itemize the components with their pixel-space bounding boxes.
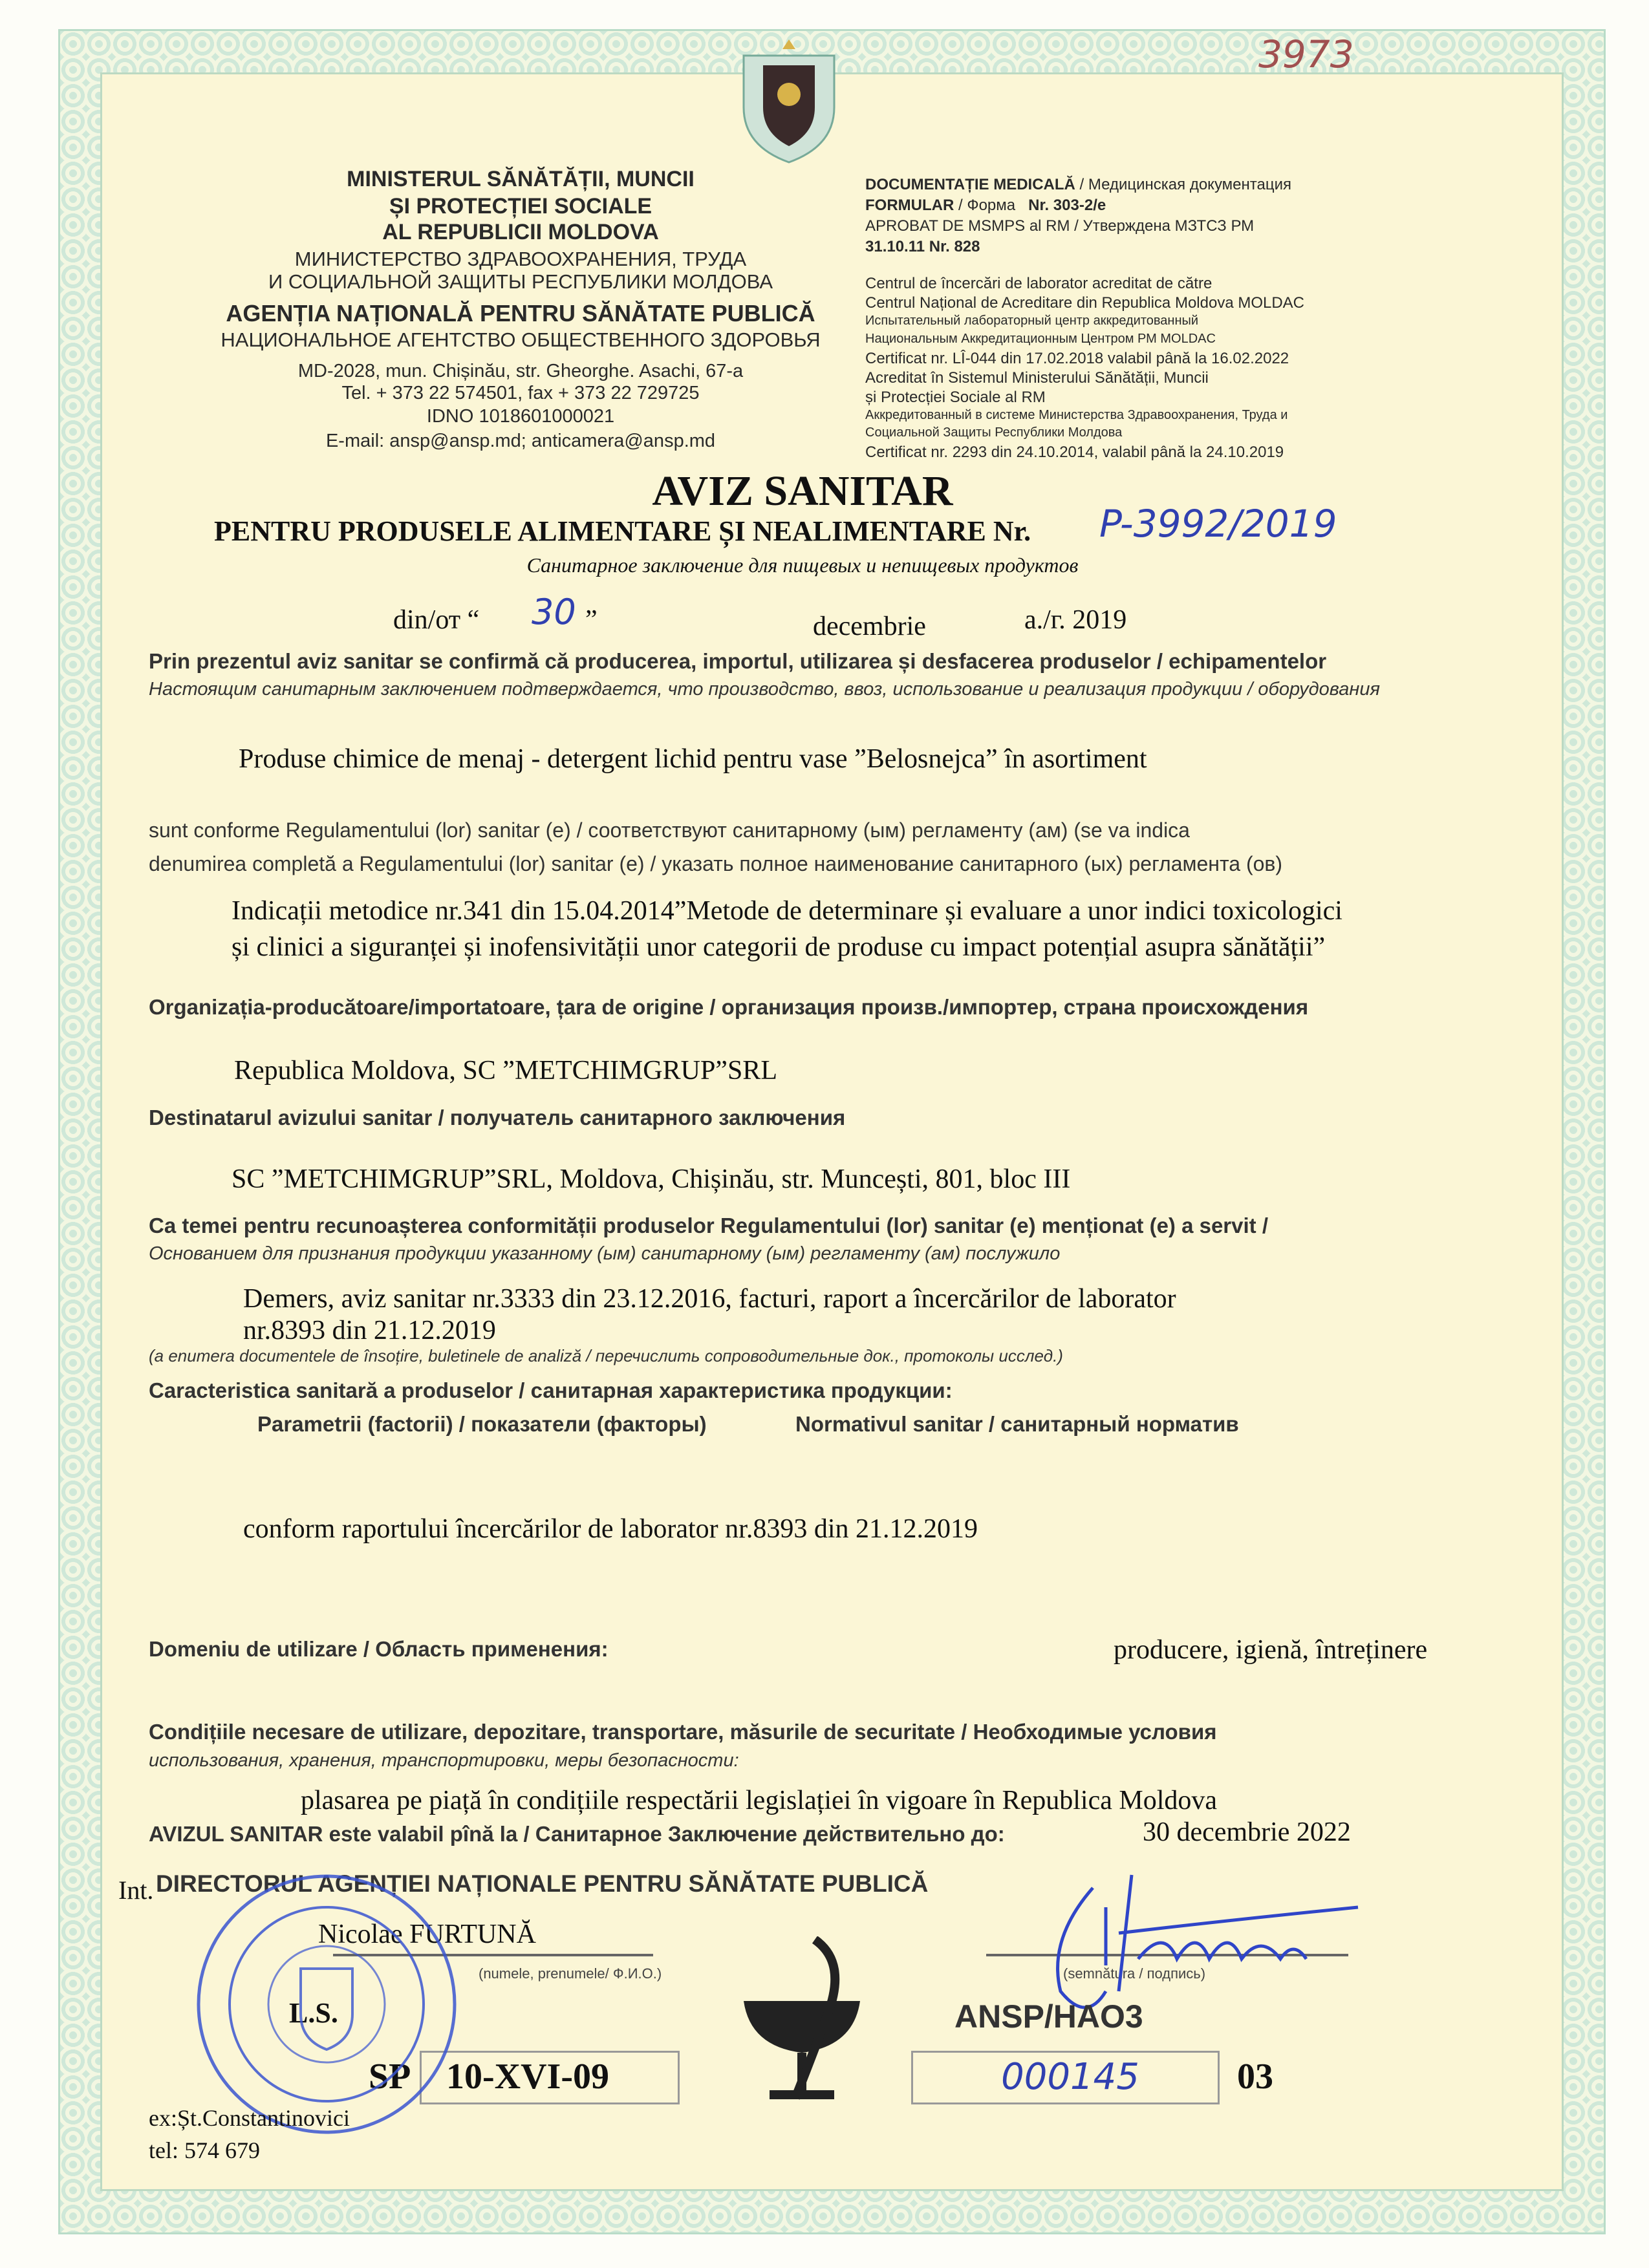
product-value: Produse chimice de menaj - detergent lichid pentru vase ”Belosnejca” în asortiment bbox=[239, 744, 1147, 774]
certificate-number: P-3992/2019 bbox=[1099, 502, 1337, 546]
idno: IDNO 1018601000021 bbox=[426, 406, 615, 427]
accreditation-line: Социальной Защиты Республики Молдова bbox=[865, 425, 1123, 440]
agency-name: AGENȚIA NAȚIONALĂ PENTRU SĂNĂTATE PUBLICĂ bbox=[226, 300, 815, 326]
date-close: ” bbox=[585, 605, 598, 635]
ministry-ru-1: МИНИСТЕРСТВО ЗДРАВООХРАНЕНИЯ, ТРУДА bbox=[294, 248, 747, 270]
ministry-line-1: MINISTERUL SĂNĂTĂȚII, MUNCII bbox=[347, 167, 695, 191]
coat-of-arms-icon bbox=[737, 36, 841, 166]
date-prefix: din/от “ bbox=[393, 605, 480, 635]
ministry-line-2: ȘI PROTECȚIEI SOCIALE bbox=[389, 194, 652, 219]
accreditation-line: Аккредитованный в системе Министерства Здравоохранения, Труда и bbox=[865, 408, 1288, 422]
conditions-label-2: использования, хранения, транспортировки, меры безопасности: bbox=[149, 1750, 739, 1771]
name-hint: (numele, prenumele/ Ф.И.О.) bbox=[479, 1965, 662, 1982]
ansp-code: ANSP/HAO3 bbox=[954, 1998, 1143, 2035]
approved: APROBAT DE MSMPS al RM / Утверждена МЗТСЗ РМ bbox=[865, 217, 1255, 235]
valid-value: 30 decembrie 2022 bbox=[1143, 1817, 1351, 1847]
form-nr: Nr. 303-2/e bbox=[1028, 197, 1106, 214]
domain-value: producere, igienă, întreținere bbox=[1114, 1635, 1428, 1665]
document-subtitle-ru: Санитарное заключение для пищевых и непищевых продуктов bbox=[526, 553, 1079, 577]
recipient-label: Destinatarul avizului sanitar / получатель санитарного заключения bbox=[149, 1106, 846, 1129]
producer-value: Republica Moldova, SC ”METCHIMGRUP”SRL bbox=[234, 1056, 777, 1086]
ministry-ru-2: И СОЦИАЛЬНОЙ ЗАЩИТЫ РЕСПУБЛИКИ МОЛДОВА bbox=[268, 270, 773, 293]
accreditation-line: Certificat nr. LÎ-044 din 17.02.2018 valabil până la 16.02.2022 bbox=[865, 350, 1289, 367]
accreditation-line: Certificat nr. 2293 din 24.10.2014, valabil până la 24.10.2019 bbox=[865, 444, 1284, 461]
conditions-value: plasarea pe piață în condițiile respectării legislației în vigoare în Republica Moldova bbox=[301, 1786, 1218, 1815]
recipient-value: SC ”METCHIMGRUP”SRL, Moldova, Chișinău, str. Muncești, 801, bloc III bbox=[232, 1164, 1071, 1194]
signature-hint: (semnătura / подпись) bbox=[1063, 1965, 1206, 1982]
executor-phone: tel: 574 679 bbox=[149, 2137, 260, 2163]
producer-label: Organizația-producătoare/importatoare, țara de origine / организация произв./импортер, страна происхождения bbox=[149, 995, 1309, 1019]
characteristic-label: Caracteristica sanitară a produselor / санитарная характеристика продукции: bbox=[149, 1378, 953, 1402]
bowl-of-hygieia-icon bbox=[737, 1936, 867, 2108]
valid-label: AVIZUL SANITAR este valabil pînă la / Санитарное Заключение действительно до: bbox=[149, 1822, 1005, 1846]
agency-name-ru: НАЦИОНАЛЬНОЕ АГЕНТСТВО ОБЩЕСТВЕННОГО ЗДОРОВЬЯ bbox=[221, 328, 821, 351]
int-label: Int. bbox=[118, 1876, 154, 1905]
basis-line-1: Demers, aviz sanitar nr.3333 din 23.12.2016, facturi, raport a încercărilor de laborator bbox=[243, 1284, 1176, 1314]
approved-nr: 31.10.11 Nr. 828 bbox=[865, 238, 980, 255]
form-label: FORMULAR bbox=[865, 197, 954, 214]
confirm-label: Prin prezentul aviz sanitar se confirmă că producerea, importul, utilizarea și desfacerea produselor / echipamentelor bbox=[149, 649, 1327, 673]
regulation-line-2: și clinici a siguranței și inofensivității unor categorii de produse cu impact potențial asupra sănătății” bbox=[232, 932, 1326, 962]
accreditation-line: Centrul de încercări de laborator acreditat de către bbox=[865, 275, 1212, 292]
accreditation-line: Испытательный лабораторный центр аккредитованный bbox=[865, 314, 1199, 328]
series-number: 10-XVI-09 bbox=[446, 2057, 609, 2097]
date-day: 30 bbox=[532, 592, 576, 632]
phone: Tel. + 373 22 574501, fax + 373 22 729725 bbox=[341, 383, 700, 403]
accreditation-line: Национальным Аккредитационным Центром РМ MOLDAC bbox=[865, 332, 1216, 346]
serial-number: 000145 bbox=[1001, 2056, 1139, 2098]
conform-label-1: sunt conforme Regulamentului (lor) sanitar (e) / соответствуют санитарному (ым) регламенту (ам) (se va indica bbox=[149, 818, 1190, 842]
ls-label: L.S. bbox=[289, 1997, 338, 2029]
date-month: decembrie bbox=[813, 612, 926, 641]
official-stamp-icon bbox=[194, 1872, 459, 2137]
conform-label-2: denumirea completă a Regulamentului (lor) sanitar (e) / указать полное наименование санитарного (ых) регламента (ов) bbox=[149, 852, 1283, 875]
confirm-label-ru: Настоящим санитарным заключением подтверждается, что производство, ввоз, использование и реализация продукции / оборудования bbox=[149, 679, 1381, 700]
characteristic-value: conform raportului încercărilor de laborator nr.8393 din 21.12.2019 bbox=[243, 1514, 978, 1544]
document-title: AVIZ SANITAR bbox=[652, 467, 953, 515]
norm-label: Normativul sanitar / санитарный норматив bbox=[795, 1412, 1239, 1436]
parameters-label: Parametrii (factorii) / показатели (факторы) bbox=[257, 1412, 707, 1436]
director-label: DIRECTORUL AGENȚIEI NAȚIONALE PENTRU SĂNĂTATE PUBLICĂ bbox=[156, 1870, 929, 1897]
basis-line-2: nr.8393 din 21.12.2019 bbox=[243, 1316, 496, 1345]
domain-label: Domeniu de utilizare / Область применения: bbox=[149, 1637, 609, 1661]
form-ru: / Форма bbox=[954, 197, 1016, 214]
basis-label: Ca temei pentru recunoașterea conformității produselor Regulamentului (lor) sanitar (e) menționat (e) a servit / bbox=[149, 1214, 1269, 1237]
accreditation-line: și Protecției Sociale al RM bbox=[865, 389, 1046, 406]
series-prefix: SP bbox=[369, 2057, 411, 2097]
handwritten-number: 3973 bbox=[1258, 32, 1354, 76]
executor: ex:Șt.Constantinovici bbox=[149, 2105, 350, 2131]
regulation-line-1: Indicații metodice nr.341 din 15.04.2014”Metode de determinare și evaluare a unor indici toxicologici bbox=[232, 896, 1342, 926]
ministry-line-3: AL REPUBLICII MOLDOVA bbox=[382, 220, 659, 244]
doc-type bbox=[865, 176, 1291, 194]
accreditation-line: Centrul Național de Acreditare din Republica Moldova MOLDAC bbox=[865, 294, 1305, 312]
doc-type-ru: / Медицинская документация bbox=[1075, 176, 1291, 193]
document-subtitle: PENTRU PRODUSELE ALIMENTARE ȘI NEALIMENTARE Nr. bbox=[214, 515, 1031, 547]
conditions-label-1: Condițiile necesare de utilizare, depozitare, transportare, măsurile de securitate / Необходимые условия bbox=[149, 1720, 1217, 1744]
address: MD-2028, mun. Chișinău, str. Gheorghe. Asachi, 67-a bbox=[297, 361, 744, 381]
email: E-mail: ansp@ansp.md; anticamera@ansp.md bbox=[325, 431, 716, 451]
date-year: a./г. 2019 bbox=[1024, 605, 1127, 635]
accreditation-line: Acreditat în Sistemul Ministerului Sănătății, Muncii bbox=[865, 369, 1209, 387]
form bbox=[865, 197, 1106, 215]
serial-suffix: 03 bbox=[1237, 2057, 1273, 2097]
basis-hint: (a enumera documentele de însoțire, buletinele de analiză / перечислить сопроводительные док., протоколы исслед.) bbox=[149, 1346, 1063, 1365]
director-name: Nicolae FURTUNĂ bbox=[318, 1920, 536, 1949]
basis-label-ru: Основанием для признания продукции указанному (ым) санитарному (ым) регламенту (ам) послужило bbox=[149, 1243, 1061, 1264]
doc-type-label: DOCUMENTAȚIE MEDICALĂ bbox=[865, 176, 1075, 193]
